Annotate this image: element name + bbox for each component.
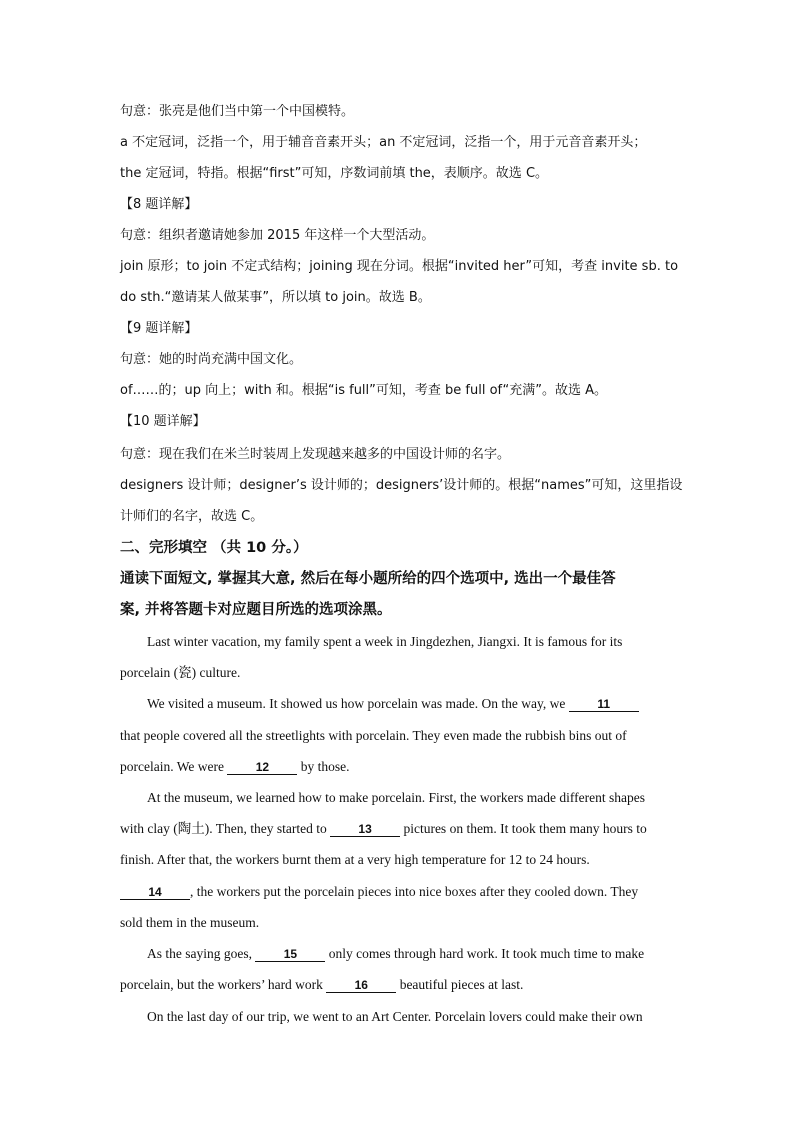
sentence-meaning-8: 句意：组织者邀请她参加 2015 年这样一个大型活动。 [120, 228, 435, 243]
question-8-header: 【8 题详解】 [120, 197, 198, 212]
passage-text: only comes through hard work. It took much time to make [325, 946, 645, 961]
instructions-line-2: 案, 并将答题卡对应题目所选的选项涂黑。 [120, 602, 392, 618]
passage-p4-line1 [147, 945, 644, 963]
passage-p3-line3: finish. After that, the workers burnt them at a very high temperature for 12 to 24 hours. [120, 852, 590, 867]
explanation-9: of……的；up 向上；with 和。根据“is full”可知，考查 be full of“充满”。故选 A。 [120, 383, 608, 398]
sentence-meaning-10: 句意：现在我们在米兰时装周上发现越来越多的中国设计师的名字。 [120, 447, 511, 462]
passage-text: with clay (陶土). Then, they started to [120, 821, 331, 836]
passage-text: porcelain. We were [120, 759, 228, 774]
passage-text: We visited a museum. It showed us how porcelain was made. On the way, we [147, 696, 569, 711]
passage-p4-line2 [120, 976, 523, 994]
passage-p3-line2 [120, 820, 647, 838]
passage-p3-line5: sold them in the museum. [120, 915, 260, 930]
explanation-7b: the 定冠词，特指。根据“first”可知，序数词前填 the，表顺序。故选 C。 [120, 166, 549, 181]
question-10-header: 【10 题详解】 [120, 414, 206, 429]
passage-text: by those. [297, 759, 350, 774]
passage-text: beautiful pieces at last. [396, 977, 524, 992]
passage-p3-line1: At the museum, we learned how to make porcelain. First, the workers made different shapes [147, 790, 645, 805]
question-9-header: 【9 题详解】 [120, 321, 198, 336]
explanation-8a: join 原形；to join 不定式结构；joining 现在分词。根据“invited her”可知，考查 invite sb. to [120, 259, 679, 274]
passage-p2-line1 [147, 695, 639, 713]
blank-13: 13 [330, 822, 400, 837]
blank-16: 16 [326, 978, 396, 993]
explanation-8b: do sth.“邀请某人做某事”，所以填 to join。故选 B。 [120, 290, 431, 305]
passage-text: , the workers put the porcelain pieces into nice boxes after they cooled down. They [190, 884, 639, 899]
passage-text: pictures on them. It took them many hours to [400, 821, 647, 836]
passage-p2-line2: that people covered all the streetlights with porcelain. They even made the rubbish bins out of [120, 728, 627, 743]
passage-p1-line2: porcelain (瓷) culture. [120, 665, 241, 680]
blank-14: 14 [120, 885, 190, 900]
explanation-10a: designers 设计师；designer’s 设计师的；designers’设计师的。根据“names”可知，这里指设 [120, 478, 683, 493]
passage-p5-line1: On the last day of our trip, we went to an Art Center. Porcelain lovers could make their own [147, 1009, 643, 1024]
blank-11: 11 [569, 697, 639, 712]
section-title-cloze: 二、完形填空 （共 10 分。） [120, 540, 308, 556]
passage-p1-line1: Last winter vacation, my family spent a week in Jingdezhen, Jiangxi. It is famous for its [147, 634, 623, 649]
passage-p3-line4 [120, 883, 638, 901]
sentence-meaning-7: 句意：张亮是他们当中第一个中国模特。 [120, 104, 355, 119]
sentence-meaning-9: 句意：她的时尚充满中国文化。 [120, 352, 303, 367]
explanation-7a: a 不定冠词，泛指一个，用于辅音音素开头；an 不定冠词，泛指一个，用于元音音素开头； [120, 135, 647, 150]
blank-12: 12 [227, 760, 297, 775]
blank-15: 15 [255, 947, 325, 962]
instructions-line-1: 通读下面短文, 掌握其大意, 然后在每小题所给的四个选项中, 选出一个最佳答 [120, 571, 616, 587]
passage-text: porcelain, but the workers’ hard work [120, 977, 327, 992]
explanation-10b: 计师们的名字，故选 C。 [120, 509, 264, 524]
passage-text: As the saying goes, [147, 946, 256, 961]
passage-p2-line3 [120, 758, 350, 776]
